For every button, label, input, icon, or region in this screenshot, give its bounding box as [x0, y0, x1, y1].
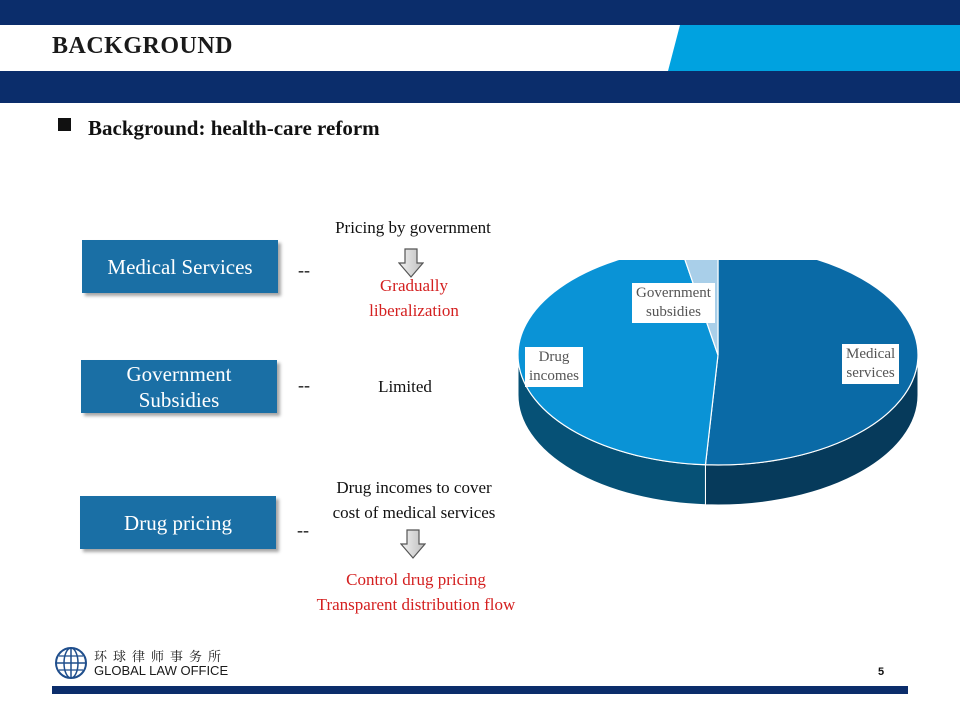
header-bottom-bar [0, 71, 960, 103]
bullet-square-icon [58, 118, 71, 131]
result-line-2: liberalization [369, 301, 459, 320]
control-drug-pricing-text [282, 567, 550, 617]
header-accent-band [668, 25, 960, 71]
logo-english-name: GLOBAL LAW OFFICE [94, 663, 229, 678]
page-number: 5 [878, 666, 885, 678]
drug-pricing-label: Drug pricing [124, 510, 232, 535]
government-subsidies-box [81, 360, 277, 413]
slide-title: BACKGROUND [52, 33, 234, 59]
government-subsidies-label-1: Government [126, 361, 232, 386]
label-line-1: Government [636, 285, 711, 301]
drug-incomes-data-label [525, 347, 583, 387]
limited-text: Limited [378, 377, 432, 396]
logo-chinese-name: 环球律师事务所 [94, 650, 228, 665]
drug-dash: -- [297, 520, 309, 540]
label-line-2: incomes [529, 368, 579, 384]
drug-text-line-2: cost of medical services [332, 503, 496, 522]
label-line-2: services [846, 365, 895, 381]
medical-services-box [82, 240, 278, 293]
gradually-liberalization-text [334, 273, 494, 323]
result-line-1: Gradually [380, 276, 448, 295]
label-line-1: Medical [846, 346, 896, 362]
government-subsidies-data-label [632, 283, 715, 323]
medical-services-data-label [842, 344, 899, 384]
down-arrow-icon [400, 529, 426, 559]
result-line-2: Transparent distribution flow [316, 595, 516, 614]
globe-logo-icon [54, 646, 88, 680]
medical-services-label: Medical Services [107, 254, 253, 279]
medical-dash: -- [298, 260, 310, 280]
header-top-bar [0, 0, 960, 25]
footer-bar [52, 686, 908, 694]
subsidies-dash: -- [298, 375, 310, 395]
drug-pricing-box [80, 496, 276, 549]
drug-text-line-1: Drug incomes to cover [336, 478, 492, 497]
label-line-1: Drug [538, 349, 570, 365]
bullet-heading: Background: health-care reform [88, 116, 380, 140]
result-line-1: Control drug pricing [346, 570, 486, 589]
pie-chart [505, 260, 925, 520]
government-subsidies-label-2: Subsidies [138, 387, 220, 412]
pricing-by-government-text: Pricing by government [335, 218, 491, 237]
drug-incomes-text [300, 475, 528, 525]
label-line-2: subsidies [645, 304, 701, 320]
